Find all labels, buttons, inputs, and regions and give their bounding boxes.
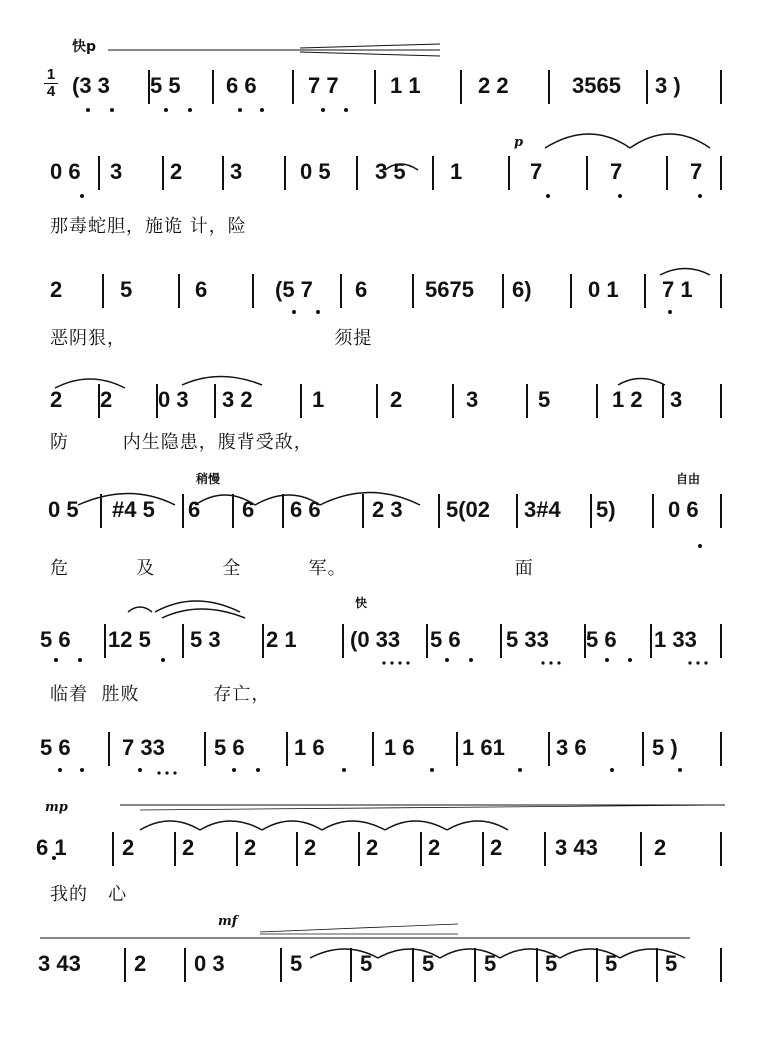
note-cell: 5 — [290, 951, 303, 976]
note-cell: 6 — [242, 497, 255, 522]
bar-line — [214, 384, 216, 418]
lyric-line: 防 内生隐患，腹背受敌， — [50, 432, 313, 453]
bar-line — [426, 624, 428, 658]
bar-line — [412, 274, 414, 308]
note-cell: 0 6 — [668, 497, 699, 522]
bar-line — [108, 732, 110, 766]
bar-line — [438, 494, 440, 528]
slur-6b — [155, 601, 240, 612]
dots-line-1 — [86, 108, 348, 112]
bar-line — [570, 274, 572, 308]
bar-line — [456, 732, 458, 766]
note-cell: (3 3 — [72, 73, 110, 98]
note-cell: 5 5 — [150, 73, 181, 98]
bar-line — [720, 732, 722, 766]
note-cell: 3 ) — [655, 73, 681, 98]
bar-line — [184, 948, 186, 982]
note-cell: 3 — [230, 159, 243, 184]
note-cell: 5 6 — [586, 627, 617, 652]
note-cell: 2 — [134, 951, 147, 976]
note-cell: 2 — [50, 387, 63, 412]
bar-line — [182, 494, 184, 528]
note-cell: 12 5 — [108, 627, 151, 652]
bar-line — [182, 624, 184, 658]
note-cell: 1 6 — [294, 735, 325, 760]
note-cell: (5 7 — [275, 277, 313, 302]
bar-line — [516, 494, 518, 528]
note-cell: 6 1 — [36, 835, 67, 860]
tempo-mark-fast: 快 — [355, 596, 368, 610]
slur-2c — [630, 134, 710, 148]
bar-line — [292, 70, 294, 104]
note-cell: 2 3 — [372, 497, 403, 522]
bar-line — [252, 274, 254, 308]
note-cell: 5 — [538, 387, 551, 412]
note-cell: (0 33 — [350, 627, 401, 652]
bar-line — [720, 274, 722, 308]
bar-line — [650, 624, 652, 658]
bar-line — [666, 156, 668, 190]
note-cell: 2 — [304, 835, 317, 860]
note-cell: 2 — [366, 835, 379, 860]
note-cell: 2 1 — [266, 627, 297, 652]
bar-line — [590, 494, 592, 528]
bar-line — [350, 948, 352, 982]
note-cell: 1 33 — [654, 627, 697, 652]
bar-line — [720, 832, 722, 866]
note-cell: 5 3 — [190, 627, 221, 652]
bar-line — [296, 832, 298, 866]
bar-line — [374, 70, 376, 104]
bar-line — [358, 832, 360, 866]
bar-line — [356, 156, 358, 190]
note-cell: 1 61 — [462, 735, 505, 760]
bar-line — [148, 70, 150, 104]
bar-line — [104, 624, 106, 658]
bar-line — [112, 832, 114, 866]
crescendo-upper-9 — [260, 924, 458, 932]
note-cell: 3 2 — [222, 387, 253, 412]
bar-line — [474, 948, 476, 982]
bar-line — [432, 156, 434, 190]
note-cell: 5 — [545, 951, 558, 976]
time-signature — [44, 68, 58, 99]
dots-line-2 — [80, 194, 702, 198]
bar-line — [98, 156, 100, 190]
bar-line — [720, 384, 722, 418]
note-cell: 7 — [610, 159, 623, 184]
lyric-line: 危 及 全 军。 面 — [50, 558, 534, 579]
note-cell: 2 — [122, 835, 135, 860]
note-cell: #4 5 — [112, 497, 155, 522]
bar-line — [508, 156, 510, 190]
note-cell: 5 — [665, 951, 678, 976]
bar-line — [662, 384, 664, 418]
note-cell: 3 — [110, 159, 123, 184]
note-cell: 7 33 — [122, 735, 165, 760]
bar-line — [526, 384, 528, 418]
note-cell: 5 6 — [214, 735, 245, 760]
bar-line — [548, 732, 550, 766]
bar-line — [156, 384, 158, 418]
note-cell: 5 33 — [506, 627, 549, 652]
bar-line — [342, 624, 344, 658]
note-cell: 3 43 — [555, 835, 598, 860]
note-cell: 3 — [670, 387, 683, 412]
lyric-line: 那毒蛇胆，施诡 计，险 — [50, 216, 247, 237]
bar-line — [98, 384, 100, 418]
note-cell: 7 7 — [308, 73, 339, 98]
note-cell: 1 2 — [612, 387, 643, 412]
tempo-mark-fast-p: 快p — [72, 39, 97, 55]
bar-line — [656, 948, 658, 982]
note-cell: 1 1 — [390, 73, 421, 98]
crescendo-lower-1 — [300, 52, 440, 56]
bar-line — [544, 832, 546, 866]
bar-line — [262, 624, 264, 658]
note-cell: 0 5 — [48, 497, 79, 522]
bar-line — [300, 384, 302, 418]
note-cell: 5 — [120, 277, 133, 302]
bar-line — [282, 494, 284, 528]
note-cell: 6 — [188, 497, 201, 522]
note-cell: 0 6 — [50, 159, 81, 184]
note-cell: 2 — [182, 835, 195, 860]
bar-line — [596, 948, 598, 982]
bar-line — [340, 274, 342, 308]
note-cell: 5 6 — [430, 627, 461, 652]
note-cell: 7 1 — [662, 277, 693, 302]
note-cell: 2 — [170, 159, 183, 184]
bar-line — [412, 948, 414, 982]
dots-line-5 — [698, 544, 702, 548]
bar-line — [212, 70, 214, 104]
dots-line-3 — [292, 310, 672, 314]
note-cell: 5 6 — [40, 735, 71, 760]
note-cell: 0 5 — [300, 159, 331, 184]
bar-line — [362, 494, 364, 528]
note-cell: 1 — [450, 159, 463, 184]
bar-line — [232, 494, 234, 528]
bar-line — [502, 274, 504, 308]
note-cell: 3#4 — [524, 497, 561, 522]
note-cell: 3 5 — [375, 159, 406, 184]
note-cell: 3 — [466, 387, 479, 412]
bar-line — [452, 384, 454, 418]
bar-line — [376, 384, 378, 418]
note-cell: 0 3 — [158, 387, 189, 412]
note-cell: 6 — [195, 277, 208, 302]
bar-line — [204, 732, 206, 766]
bar-line — [640, 832, 642, 866]
note-cell: 5 — [422, 951, 435, 976]
note-cell: 7 — [690, 159, 703, 184]
dots-line-7 — [58, 768, 682, 775]
note-cell: 5) — [596, 497, 616, 522]
bar-line — [174, 832, 176, 866]
bar-line — [482, 832, 484, 866]
bar-line — [286, 732, 288, 766]
bar-line — [162, 156, 164, 190]
note-cell: 5 — [484, 951, 497, 976]
lyric-line: 恶阴狠， 须提 — [50, 328, 373, 349]
bar-line — [642, 732, 644, 766]
bar-line — [178, 274, 180, 308]
time-signature-bottom: 4 — [46, 83, 56, 100]
note-cell: 1 6 — [384, 735, 415, 760]
lyric-line: 我的 心 — [50, 884, 128, 905]
bar-line — [652, 494, 654, 528]
crescendo-lower-8 — [140, 805, 725, 810]
bar-line — [222, 156, 224, 190]
crescendo-upper-1 — [300, 44, 440, 48]
bar-line — [596, 384, 598, 418]
bar-line — [280, 948, 282, 982]
bar-line — [236, 832, 238, 866]
note-cell: 3 6 — [556, 735, 587, 760]
bar-line — [420, 832, 422, 866]
slur-6a — [128, 607, 152, 612]
bar-line — [102, 274, 104, 308]
note-cell: 7 — [530, 159, 543, 184]
bar-line — [720, 70, 722, 104]
bar-line — [284, 156, 286, 190]
bar-line — [460, 70, 462, 104]
note-cell: 2 — [654, 835, 667, 860]
bar-line — [646, 70, 648, 104]
note-cell: 5 — [605, 951, 618, 976]
bar-line — [720, 948, 722, 982]
bar-line — [586, 156, 588, 190]
tempo-mark-slower: 稍慢 — [196, 472, 221, 486]
bar-line — [720, 624, 722, 658]
bar-line — [536, 948, 538, 982]
slur-6c — [162, 609, 245, 618]
tempo-mark-free: 自由 — [676, 472, 701, 486]
slur-2b — [545, 134, 630, 148]
note-cell: 6 — [355, 277, 368, 302]
note-cell: 2 — [428, 835, 441, 860]
note-cell: 5 — [360, 951, 373, 976]
note-cell: 6 6 — [226, 73, 257, 98]
note-cell: 2 — [50, 277, 63, 302]
lyric-line: 临着 胜败 存亡， — [50, 684, 271, 705]
note-cell: 5675 — [425, 277, 474, 302]
bar-line — [100, 494, 102, 528]
note-cell: 6) — [512, 277, 532, 302]
bar-line — [584, 624, 586, 658]
note-cell: 0 1 — [588, 277, 619, 302]
dynamic-mp: mp — [45, 800, 68, 815]
note-cell: 5(02 — [446, 497, 491, 522]
bar-line — [720, 494, 722, 528]
note-cell: 5 6 — [40, 627, 71, 652]
note-cell: 0 3 — [194, 951, 225, 976]
bar-line — [372, 732, 374, 766]
dynamic-mf: mf — [218, 914, 238, 929]
dynamic-p: p — [514, 135, 524, 150]
time-signature-top: 1 — [46, 66, 56, 83]
note-cell: 2 — [100, 387, 113, 412]
note-cell: 2 — [244, 835, 257, 860]
note-cell: 3565 — [572, 73, 621, 98]
bar-line — [644, 274, 646, 308]
bar-line — [720, 156, 722, 190]
bar-line — [124, 948, 126, 982]
note-cell: 1 — [312, 387, 325, 412]
note-cell: 5 ) — [652, 735, 678, 760]
bar-line — [548, 70, 550, 104]
note-cell: 2 — [490, 835, 503, 860]
bar-line — [500, 624, 502, 658]
note-cell: 2 — [390, 387, 403, 412]
note-cell: 2 2 — [478, 73, 509, 98]
note-cell: 3 43 — [38, 951, 81, 976]
note-cell: 6 6 — [290, 497, 321, 522]
